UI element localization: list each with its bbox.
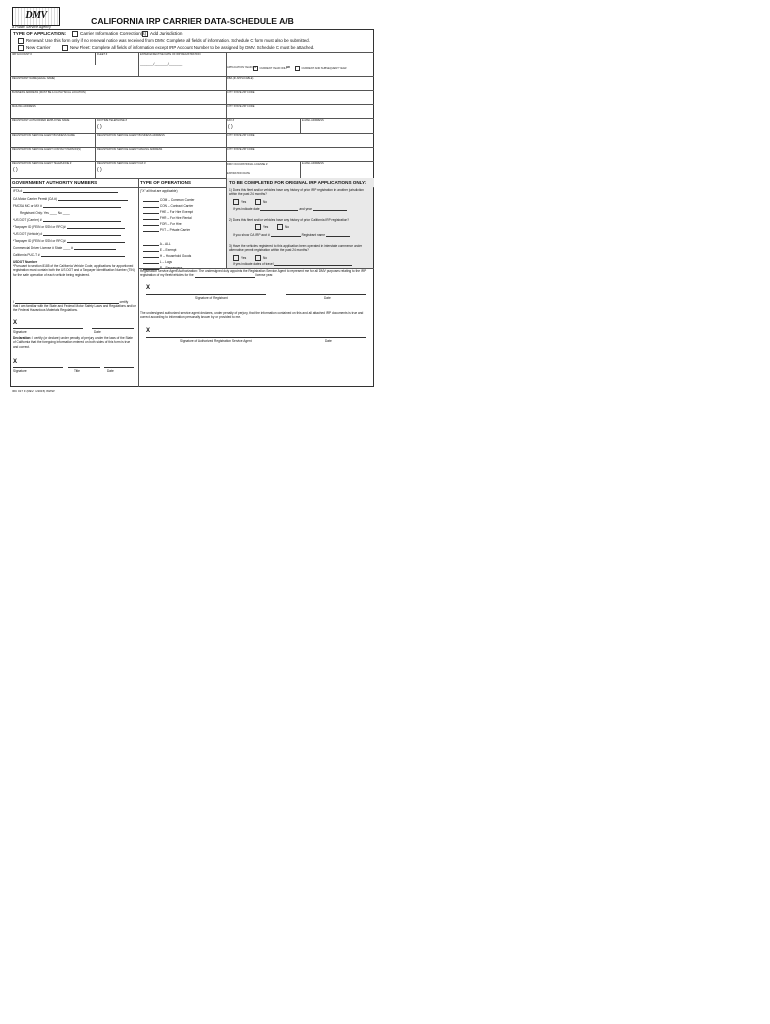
- checkbox[interactable]: [255, 199, 261, 205]
- city-state-zip-label: CITY STATE ZIP CODE: [227, 134, 255, 137]
- operation-all[interactable]: A – ALL: [143, 242, 171, 246]
- irp-account-label: IRP ACCOUNT #: [12, 53, 32, 56]
- expiration-date-label: EXPIRATION DATE: [227, 172, 250, 175]
- checkbox[interactable]: [18, 45, 24, 51]
- occupational-license-label: DMV OCCUPATIONAL LICENSE #: [227, 163, 268, 166]
- checkbox[interactable]: [295, 66, 300, 71]
- effective-date-field[interactable]: ______/______/______: [140, 61, 183, 66]
- divider: [300, 161, 301, 178]
- declaration-signature-label: Signature: [13, 369, 27, 373]
- registrant-name-label: REGISTRANT NAME(LEGAL NAME): [12, 77, 56, 80]
- signature-mark: X: [146, 285, 151, 291]
- option-current-year[interactable]: CURRENT YEAR ONLY: [253, 66, 287, 71]
- operation-passengers[interactable]: P – Passengers: [143, 266, 182, 270]
- email-label: E-MAIL ADDRESS: [302, 119, 324, 122]
- input-line[interactable]: [43, 204, 121, 208]
- operation-household[interactable]: H – Household Goods: [143, 254, 191, 258]
- registrant-signature-label: Signature of Registrant: [195, 296, 228, 300]
- input-line[interactable]: [143, 204, 159, 208]
- question-1: 1) Does this fleet and/or vehicles have any history of prior IRP registration in another jurisdiction within the past 24 months?: [229, 188, 364, 197]
- certify-date-line[interactable]: [92, 328, 134, 329]
- input-line[interactable]: [274, 262, 352, 266]
- divider: [138, 52, 139, 76]
- option-new-fleet[interactable]: New Fleet: Complete all fields of information except IRP Account Number to be assigned by DMV. Schedule C must be attached.: [62, 45, 314, 51]
- agent-declaration: The undersigned authorized service agent declares, under penalty of perjury, that the information contained on this and all attached IRP documents is true and correct according to information personally known by or provided to me.: [140, 311, 364, 320]
- input-line[interactable]: [143, 216, 159, 220]
- input-line[interactable]: [143, 254, 159, 258]
- certify-text: that I am familiar with the State and Federal Motor Safety Laws and Regulations and/or the Federal Hazardous Materials Regulations.: [13, 304, 136, 313]
- fax-label: FAX #: [227, 119, 235, 122]
- declaration-date-line[interactable]: [104, 367, 134, 368]
- divider: [138, 178, 139, 268]
- option-new-carrier[interactable]: New Carrier: [18, 45, 51, 51]
- input-line[interactable]: [143, 242, 159, 246]
- type-of-operations-heading: TYPE OF OPERATIONS: [140, 180, 191, 185]
- input-line[interactable]: [74, 246, 116, 250]
- application-year-label: APPLICATION YEAR (IN: [227, 66, 256, 69]
- agent-business-name-label: REGISTRATION SERVICE AGENT BUSINESS NAME: [12, 134, 75, 137]
- checkbox[interactable]: [62, 45, 68, 51]
- agent-telephone-area-code[interactable]: ( ): [13, 167, 18, 173]
- agency-tagline: A Public Service Agency: [12, 25, 51, 29]
- input-line[interactable]: [143, 260, 159, 264]
- authorized-employee-label: REGISTRANT AUTHORIZED EMPLOYEE NAME: [12, 119, 70, 122]
- taxpayer-id-field[interactable]: *Taxpayer ID (FEIN or SSN or RFC)#: [13, 225, 125, 229]
- form-title: CALIFORNIA IRP CARRIER DATA-SCHEDULE A/B: [91, 16, 294, 26]
- declaration-text: Declaration: I certify (or declare) under penalty of perjury under the laws of the State of California that the foregoing information entered on both sides of this form is true and correct.: [13, 336, 133, 349]
- divider: [226, 52, 227, 178]
- q1-date-field[interactable]: If yes indicate date and year: [233, 207, 347, 211]
- q1-yes[interactable]: Yes: [233, 199, 246, 205]
- registrant-date-line[interactable]: [286, 294, 366, 295]
- registrant-date-label: Date: [324, 296, 331, 300]
- ifta-field[interactable]: IFTA #: [13, 189, 118, 193]
- checkbox[interactable]: [72, 31, 78, 37]
- input-line[interactable]: [143, 222, 159, 226]
- operation-logs[interactable]: L – Logs: [143, 260, 172, 264]
- q2-no[interactable]: No: [277, 224, 289, 230]
- dmv-logo: DMV: [12, 7, 60, 26]
- effective-date-label: ENTER EFFECTIVE DATE OF IRP REGISTRATION: [140, 53, 201, 56]
- divider: [95, 118, 96, 178]
- agent-business-address-label: REGISTRATION SERVICE AGENT BUSINESS ADDRESS: [97, 134, 165, 137]
- agent-telephone-label: REGISTRATION SERVICE AGENT TELEPHONE #: [12, 162, 72, 165]
- city-state-zip-label: CITY STATE ZIP CODE: [227, 105, 255, 108]
- usdot-carrier-field[interactable]: *US DOT (Carrier) #: [13, 218, 121, 222]
- divider: [10, 76, 374, 77]
- operation-exempt[interactable]: E – Exempt: [143, 248, 176, 252]
- city-state-zip-label: CITY STATE ZIP CODE: [227, 148, 255, 151]
- ca-permit-field[interactable]: CA Motor Carrier Permit (CA #): [13, 197, 128, 201]
- gov-authority-heading: GOVERNMENT AUTHORITY NUMBERS: [12, 180, 98, 185]
- agent-fax-label: REGISTRATION SERVICE AGENT FAX #: [97, 162, 146, 165]
- input-line[interactable]: [143, 210, 159, 214]
- or-label: OR: [286, 66, 290, 69]
- declaration-title-label: Title: [74, 369, 80, 373]
- q2-acct-field[interactable]: If you show CA IRP acct # Registrant name: [233, 233, 350, 237]
- usdot-number-label: USDOT Number: [13, 260, 38, 264]
- fmcsa-field[interactable]: FMCSA MC or MX #: [13, 204, 121, 208]
- fleet-label: FLEET #: [97, 53, 108, 56]
- mailing-address-label: MAILING ADDRESS: [12, 105, 36, 108]
- agent-signature-line[interactable]: [146, 337, 366, 338]
- telephone-area-code[interactable]: ( ): [97, 124, 102, 130]
- signature-mark: X: [13, 320, 18, 326]
- option-current-and-subsequent[interactable]: CURRENT AND SUBSEQUENT YEAR: [295, 66, 346, 71]
- q1-no[interactable]: No: [255, 199, 267, 205]
- divider: [10, 104, 374, 105]
- license-year-field[interactable]: [195, 274, 255, 278]
- declaration-title-line[interactable]: [68, 367, 100, 368]
- input-line[interactable]: [58, 197, 128, 201]
- checkbox[interactable]: [142, 31, 148, 37]
- agent-mailing-label: REGISTRATION SERVICE AGENT MAILING ADDRESS: [97, 148, 163, 151]
- input-line[interactable]: [143, 198, 159, 202]
- agent-authorization-text: Registration Service Agent Authorization: The undersigned duly appoints the Registration Service Agent to represent me for all DMV purposes relating to the IRP registration of my fleet/vehicles for the license year.: [140, 269, 367, 278]
- divider: [138, 268, 139, 387]
- checkbox[interactable]: [233, 255, 239, 261]
- certify-date-label: Date: [94, 330, 101, 334]
- input-line[interactable]: [143, 248, 159, 252]
- taxpayer-id-field[interactable]: *Taxpayer ID (FEIN or SSN or RFC)#: [13, 239, 125, 243]
- option-renewal[interactable]: Renewal: Use this form only if no renewal notice was received from DMV. Complete all fields of information. Schedule C form must also be submitted.: [18, 38, 310, 44]
- email-label: E-MAIL ADDRESS: [302, 162, 324, 165]
- q3-no[interactable]: No: [255, 255, 267, 261]
- operation-com[interactable]: COM – Common Carrier: [143, 198, 194, 202]
- q2-yes[interactable]: Yes: [255, 224, 268, 230]
- registrant-only-field[interactable]: Registrant Only: Yes ____ No ____: [20, 211, 70, 215]
- usdot-note: *Pursuant to section 8185 of the California Vehicle Code, applications for apportioned registration must contain both the US DOT and a Taxpayer Identification Number (TIN) for the safe operation of each vehicle being registered.: [13, 264, 135, 277]
- question-3: 3) Have the vehicles registered to this application been operated in interstate commerce under alternative permit registration within the past 24 months?: [229, 244, 363, 253]
- input-line[interactable]: [67, 225, 125, 229]
- cdl-field[interactable]: Commercial Driver License # State ____ #: [13, 246, 116, 250]
- checkbox[interactable]: [277, 224, 283, 230]
- checkbox[interactable]: [18, 38, 24, 44]
- input-line[interactable]: [43, 218, 121, 222]
- q3-travel-field[interactable]: If yes indicate dates of travel: [233, 262, 352, 266]
- declaration-date-label: Date: [107, 369, 114, 373]
- business-address-label: BUSINESS ADDRESS (MUST BE A CA PHYSICAL LOCATION): [12, 91, 86, 94]
- signature-mark: X: [13, 359, 18, 365]
- application-type-label: TYPE OF APPLICATION:: [13, 31, 67, 36]
- divider: [95, 52, 96, 65]
- original-applications-heading: TO BE COMPLETED FOR ORIGINAL IRP APPLICATIONS ONLY:: [227, 178, 374, 187]
- input-line[interactable]: [260, 207, 298, 211]
- checkbox[interactable]: [255, 255, 261, 261]
- input-line[interactable]: [41, 253, 125, 257]
- input-line[interactable]: [23, 189, 118, 193]
- operation-fhr[interactable]: FHR – For Hire Rental: [143, 216, 192, 220]
- option-add-jurisdiction[interactable]: Add Jurisdiction: [142, 31, 182, 37]
- form-footer: IRC 017 F (REV. 1/2015) WWW: [12, 389, 55, 393]
- operation-con[interactable]: CON – Contract Carrier: [143, 204, 193, 208]
- dba-label: DBA (IF APPLICABLE): [227, 77, 254, 80]
- declaration-signature-line[interactable]: [13, 367, 63, 368]
- agent-contact-label: REGISTRATION SERVICE AGENT CONTACT PERSON(S): [12, 148, 81, 151]
- original-applications-panel: [227, 187, 373, 268]
- question-2: 2) Does this fleet and/or vehicles have any history of prior California IRP registration?: [229, 218, 350, 222]
- puc-field[interactable]: California PUC-T #: [13, 253, 125, 257]
- form-page: [10, 6, 375, 393]
- fax-area-code[interactable]: ( ): [228, 124, 233, 130]
- checkbox[interactable]: [233, 199, 239, 205]
- agent-fax-area-code[interactable]: ( ): [97, 167, 102, 173]
- certify-signature-label: Signature: [13, 330, 27, 334]
- checkbox[interactable]: [255, 224, 261, 230]
- checkbox[interactable]: [253, 66, 258, 71]
- divider: [300, 118, 301, 133]
- operation-for[interactable]: FOR – For Hire: [143, 222, 182, 226]
- certify-signature-line[interactable]: [13, 328, 83, 329]
- input-line[interactable]: [313, 207, 347, 211]
- daytime-telephone-label: DAYTIME TELEPHONE #: [97, 119, 127, 122]
- operation-pvt[interactable]: PVT – Private Carrier: [143, 228, 190, 232]
- certify-line[interactable]: I certify: [13, 300, 129, 304]
- registrant-signature-line[interactable]: [146, 294, 266, 295]
- input-line[interactable]: [143, 228, 159, 232]
- option-correction[interactable]: Carrier Information Correction(s): [72, 31, 146, 37]
- input-line[interactable]: [271, 233, 301, 237]
- city-state-zip-label: CITY STATE ZIP CODE: [227, 91, 255, 94]
- operations-note: ("X" all that are applicable): [140, 189, 178, 193]
- agent-signature-label: Signature of Authorized Registration Service Agent: [180, 339, 252, 343]
- q3-yes[interactable]: Yes: [233, 255, 246, 261]
- input-line[interactable]: [43, 232, 121, 236]
- signature-mark: X: [146, 328, 151, 334]
- operation-fhe[interactable]: FHE – For Hire Exempt: [143, 210, 193, 214]
- agent-date-label: Date: [325, 339, 332, 343]
- input-line[interactable]: [326, 233, 350, 237]
- input-line[interactable]: [67, 239, 125, 243]
- usdot-vehicle-field[interactable]: *US DOT (Vehicle) #: [13, 232, 121, 236]
